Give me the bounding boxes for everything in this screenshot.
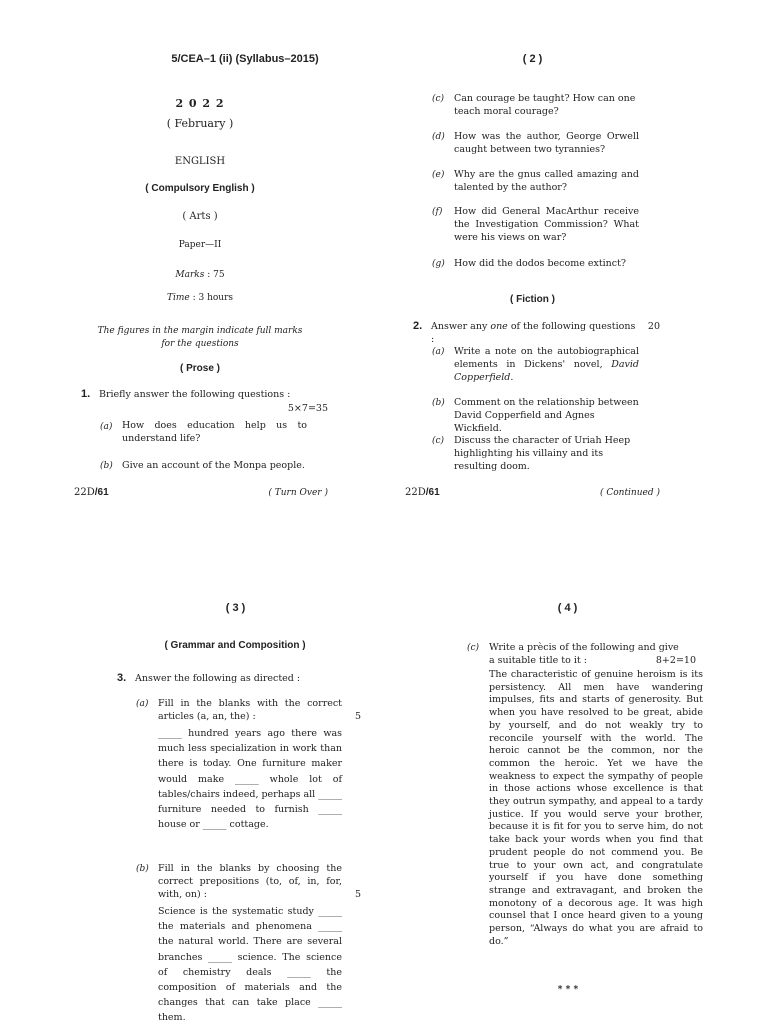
question-1-text: Briefly answer the following questions : [99, 389, 291, 400]
question-1g-text: How did the dodos become extinct? [454, 258, 627, 269]
paper-code: 5/CEA–1 (ii) (Syllabus–2015) [171, 53, 319, 65]
question-1e-text: Why are the gnus called amazing and talented by the author? [454, 169, 639, 193]
question-3c-label: (c) [467, 643, 480, 653]
question-1a-label: (a) [100, 422, 113, 432]
question-3-number: 3. [117, 672, 127, 684]
question-1a-text: How does education help us to understand life? [122, 420, 307, 444]
section-prose: ( Prose ) [179, 363, 220, 374]
question-3c-marks: 8+2=10 [655, 655, 696, 666]
question-3c-text: Write a prècis of the following and give a suitable title to it : [489, 642, 679, 666]
question-1g-label: (g) [432, 259, 445, 269]
question-2-number: 2. [413, 320, 423, 332]
question-2a-label: (a) [432, 347, 445, 357]
question-3a-marks: 5 [355, 711, 362, 722]
paper-number: Paper—II [178, 240, 222, 250]
question-3b-label: (b) [136, 864, 149, 874]
question-2a-text: Write a note on the autobiographical elements in Dickens' novel, David Copperfield. [454, 346, 639, 383]
question-3a-label: (a) [136, 699, 149, 709]
sub-subject: ( Compulsory English ) [145, 183, 255, 194]
exam-year: 2 0 2 2 [175, 97, 225, 110]
question-1c-label: (c) [432, 94, 445, 104]
question-2c-text: Discuss the character of Uriah Heep highlighting his villainy and its resulting doom. [454, 435, 631, 472]
question-2-text: Answer any one of the following questions : [431, 321, 636, 345]
end-mark: * * * [557, 985, 579, 995]
time-info: Time : 3 hours [166, 293, 234, 303]
page-2-header: ( 2 ) [522, 53, 543, 65]
question-3a-passage: _____ hundred years ago there was much less specialization in work than there is today. One furniture maker would make _____ whole lot of tables/chairs indeed, perhaps all _____ furniture needed to furnish _____ house or _____ cottage. [158, 728, 342, 831]
page-4-header: ( 4 ) [557, 602, 578, 614]
question-1f-label: (f) [432, 207, 443, 217]
section-fiction: ( Fiction ) [510, 294, 555, 305]
question-3b-text: Fill in the blanks by choosing the correct prepositions (to, of, in, for, with, on) : [158, 863, 342, 900]
question-1d-text: How was the author, George Orwell caught between two tyrannies? [454, 131, 639, 155]
question-1d-label: (d) [432, 132, 445, 142]
question-1f-text: How did General MacArthur receive the Investigation Commission? What were his views on war? [454, 206, 639, 243]
precis-passage: The characteristic of genuine heroism is its persistency. All men have wandering impulses, fits and starts of generosity. But when you have resolved to be great, abide by yourself, and do not weakly try to reconcile yourself with the world. The heroic cannot be the common, nor the common the heroic. Yet we have the weakness to expect the sympathy of people in those actions whose excellence is that they outrun sympathy, and appeal to a tardy justice. If you would serve your brother, because it is fit for you to serve him, do not take back your words when you find that prudent people do not commend you. Be true to your own act, and congratulate yourself if you have done something strange and extravagant, and broken the monotony of a decorous age. It was high counsel that I once heard given to a young person, “Always do what you are afraid to do.” [489, 669, 703, 947]
marks-info: Marks : 75 [175, 270, 225, 280]
question-2b-label: (b) [432, 398, 445, 408]
question-2b-text: Comment on the relationship between David Copperfield and Agnes Wickfield. [454, 397, 639, 434]
page-3-header: ( 3 ) [225, 602, 246, 614]
section-grammar: ( Grammar and Composition ) [164, 640, 306, 651]
footer-turn-over: ( Turn Over ) [268, 488, 328, 498]
question-3-text: Answer the following as directed : [135, 673, 301, 684]
stream: ( Arts ) [182, 211, 218, 222]
footer-continued: ( Continued ) [599, 488, 660, 498]
exam-month: ( February ) [166, 117, 234, 130]
question-3a-text: Fill in the blanks with the correct articles (a, an, the) : [158, 698, 342, 722]
footer-code: 22D/61 [405, 487, 440, 498]
question-2-marks: 20 [647, 321, 660, 332]
question-3b-marks: 5 [355, 889, 362, 900]
question-2c-label: (c) [432, 436, 445, 446]
subject-title: ENGLISH [174, 156, 226, 167]
footer-code: 22D/61 [74, 487, 109, 498]
question-1-number: 1. [81, 388, 91, 400]
question-1b-text: Give an account of the Monpa people. [122, 460, 305, 471]
instructions: The figures in the margin indicate full marks for the questions [97, 326, 303, 349]
question-1-marks: 5×7=35 [287, 403, 328, 414]
question-1c-text: Can courage be taught? How can one teach moral courage? [454, 93, 636, 117]
question-1e-label: (e) [432, 170, 445, 180]
question-1b-label: (b) [100, 461, 113, 471]
question-3b-passage: Science is the systematic study _____ the materials and phenomena _____ the natural world. There are several branches _____ science. The science of chemistry deals _____ the composition of materials and the changes that can take place _____ them. [158, 906, 342, 1024]
